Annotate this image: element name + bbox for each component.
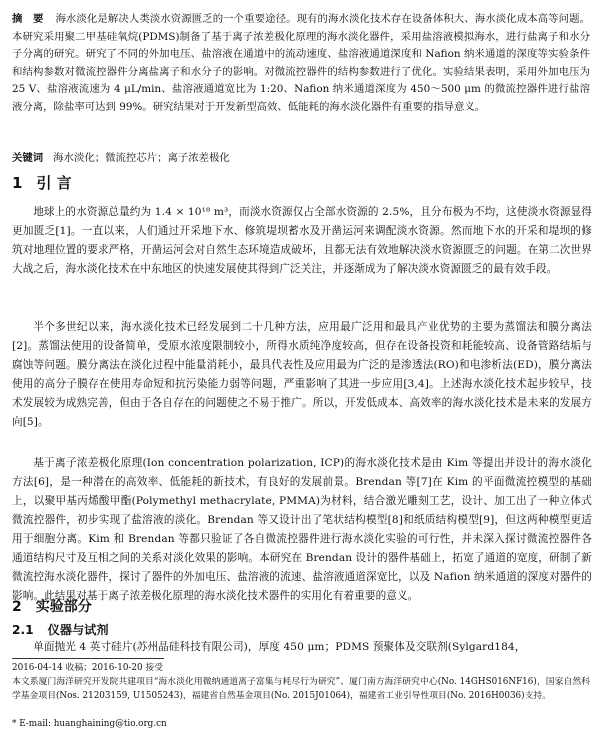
keywords	[12, 149, 590, 164]
keywords-label: 关键词	[12, 152, 44, 164]
subsection-2-1-paragraph: 单面抛光 4 英寸硅片(苏州晶硅科技有限公司)，厚度 450 μm；PDMS 预聚体及交联剂(Sylgard184，	[33, 641, 526, 653]
subsection-2-1-title: 仪器与试剂	[47, 623, 109, 637]
keywords-text: 海水淡化；微流控芯片；离子浓差极化	[53, 152, 230, 164]
abstract-text: 海水淡化是解决人类淡水资源匮乏的一个重要途径。现有的海水淡化技术存在设备体积大、海水淡化成本高等问题。本研究采用聚二甲基硅氧烷(PDMS)制备了基于离子浓差极化原理的海水淡化器件，采用盐溶液模拟海水，进行盐离子和水分子分离的研究。研究了不同的外加电压、盐溶液在通道中的流动速度、盐溶液通道深度和 Nafion 纳米通道的深度等实验条件和结构参数对微流控器件分离盐离子和水分子的影响。对微流控器件的结构参数进行了优化。实验结果表明，采用外加电压为 25 V、盐溶液流速为 4 μL/min、盐溶液通道宽比为 1:20、Nafion 纳米通道深度为 450～500 μm 的微流控器件进行盐溶液分离，除盐率可达到 99%。研究结果对于开发新型高效、低能耗的海水淡化器件有重要的指导意义。	[12, 13, 590, 113]
abstract	[12, 11, 590, 116]
section-1-paragraph-3: 基于离子浓差极化原理(Ion concentration polarization, ICP)的海水淡化技术是由 Kim 等提出并设计的海水淡化方法[6]，是一种潜在的高效率、低能耗的新技术，有良好的发展前景。Brendan 等[7]在 Kim 的平面微流控模型的基础上，以聚甲基丙烯酸甲酯(Polymethyl methacrylate, PMMA)为材料，结合激光雕刻工艺，设计、加工出了一种立体式微流控器件，初步实现了盐溶液的淡化。Brendan 等又设计出了笔状结构模型[8]和纸质结构模型[9]，但这两种模型更适用于细胞分离。Kim 和 Brendan 等都只验证了各自微流控器件进行海水淡化实验的可行性，并未深入探讨微流控器件各通道结构尺寸及互相之间的关系对淡化效果的影响。本研究在 Brendan 设计的器件基础上，拓宽了通道的宽度，研制了新微流控海水淡化器件，探讨了器件的外加电压、盐溶液的流速、盐溶液通道深宽比，以及 Nafion 纳米通道的深度对器件的影响。此结果对基于离子浓差极化原理的海水淡化技术器件的实用化有着重要的意义。	[12, 457, 592, 602]
footnote-funding: 本文系厦门海洋研究开发院共建项目“海水淡化用微纳通道离子富集与耗尽行为研究”、厦门南方海洋研究中心(No. 14GHS016NF16)，国家自然科学基金项目(Nos. 21203159, U1505243)，福建省自然基金项目(No. 2015J01064)，福建省工业引导性项目(No. 2016H0036)支持。	[12, 677, 590, 701]
section-1-paragraph-2: 半个多世纪以来，海水淡化技术已经发展到二十几种方法，应用最广泛用和最具产业优势的主要为蒸馏法和膜分离法[2]。蒸馏法使用的设备简单，受原水浓度限制较小，所得水质纯净度较高，但存在设备投资和耗能较高、设备管路结垢与腐蚀等问题。膜分离法在淡化过程中能量消耗小，最具代表性及应用最为广泛的是渗透法(RO)和电渗析法(ED)，膜分离法使用的高分子膜存在使用寿命短和抗污染能力弱等问题，严重影响了其进一步应用[3,4]。上述海水淡化技术起步较早，技术发展较为成熟完善，但由于各自存在的问题使之不易于推广。所以，开发低成本、高效率的海水淡化技术是未来的发展方向[5]。	[12, 321, 592, 428]
section-1-paragraph-1: 地球上的水资源总量约为 1.4 × 10¹⁸ m³，而淡水资源仅占全部水资源的 2.5%，且分布极为不均，这使淡水资源显得更加匮乏[1]。一直以来，人们通过开采地下水、修筑堤坝蓄水及开凿运河来调配淡水资源。然而地下水的开采和堤坝的修筑对地理位置的要求严格，开凿运河会对自然生态环境造成破坏，且都无法有效地解决淡水资源匮乏的问题。在第二次世界大战之后，海水淡化技术在中东地区的快速发展使其得到广泛关注，并逐渐成为了解决淡水资源匮乏的最有效手段。	[12, 206, 592, 275]
subsection-2-1-heading	[12, 621, 109, 638]
footnote-divider	[12, 658, 164, 659]
section-2-heading	[12, 596, 92, 616]
section-1-title: 引 言	[36, 174, 72, 192]
footnote-email: * E-mail: huanghaining@tio.org.cn	[12, 719, 167, 729]
section-1-heading	[12, 172, 72, 193]
footnote-received: 2016-04-14 收稿；2016-10-20 接受	[12, 663, 164, 673]
subsection-2-1-number: 2.1	[12, 623, 34, 637]
section-2-number: 2	[12, 599, 22, 615]
abstract-label: 摘 要	[12, 13, 44, 25]
section-2-title: 实验部分	[35, 599, 92, 615]
section-1-number: 1	[12, 174, 23, 192]
